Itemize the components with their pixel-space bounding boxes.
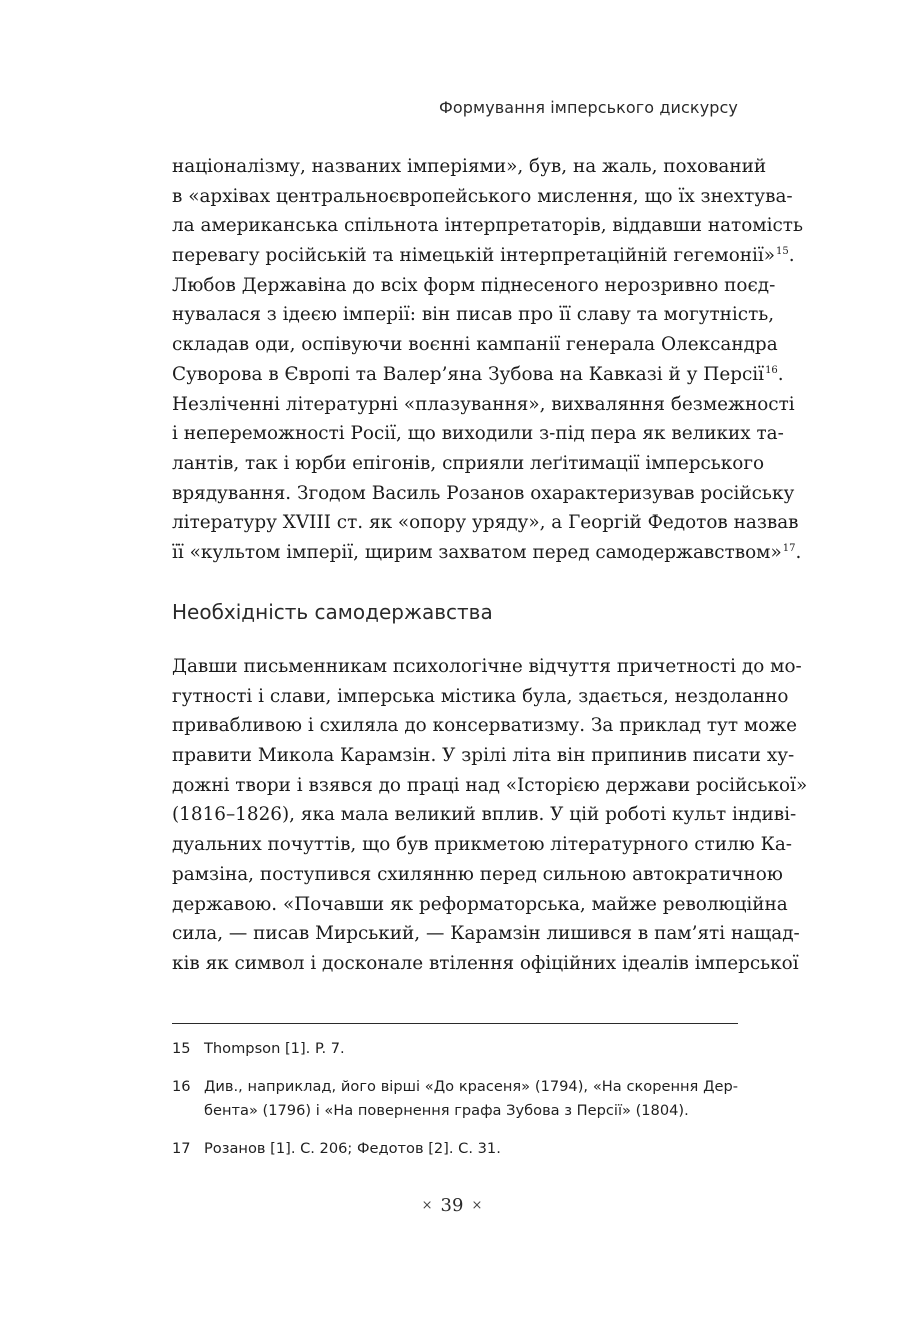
footnote-ref-15[interactable]: 15 xyxy=(776,245,789,257)
period: . xyxy=(795,541,802,563)
ornament-left: × xyxy=(421,1198,433,1213)
footnote-number: 17 xyxy=(172,1140,191,1157)
footnote-divider xyxy=(172,1023,738,1024)
text-line: сила, — писав Мирський, — Карамзін лишився в пам’яті нащад- xyxy=(172,923,800,945)
text-line: літературу XVIII ст. як «опору уряду», а Георгій Федотов назвав xyxy=(172,512,799,534)
footnote-number: 16 xyxy=(172,1078,191,1095)
text-line: Давши письменникам психологічне відчуття причетності до мо- xyxy=(172,656,802,677)
period: . xyxy=(788,245,795,267)
text-line: в «архівах центральноєвропейського мислення, що їх знехтува- xyxy=(172,185,793,207)
body-paragraph-1 xyxy=(172,152,803,568)
text-line: Любов Державіна до всіх форм піднесеного нерозривно поєд- xyxy=(172,274,776,296)
text-line: і непереможності Росії, що виходили з-під пера як великих та- xyxy=(172,423,784,445)
footnote-ref-17[interactable]: 17 xyxy=(782,542,796,554)
text-line: лантів, так і юрби епігонів, сприяли леґітимації імперського xyxy=(172,452,765,474)
text-fragment: Суворова в Європі та Валер’яна Зубова на Кавказі й у Персії xyxy=(172,363,765,385)
text-line-with-note xyxy=(172,241,795,271)
footnote-16 xyxy=(172,1075,738,1123)
text-line: складав оди, оспівуючи воєнні кампанії генерала Олександра xyxy=(172,334,778,356)
footnote-text: бента» (1796) і «На повернення графа Зубова з Персії» (1804). xyxy=(204,1102,689,1119)
text-fragment: перевагу російській та німецькій інтерпретаційній гегемонії» xyxy=(172,245,776,267)
text-line: дожні твори і взявся до праці над «Історією держави російської» xyxy=(172,774,808,796)
footnote-17 xyxy=(172,1137,738,1161)
period: . xyxy=(777,363,784,385)
page-number-footer xyxy=(0,1195,904,1216)
footnote-ref-16[interactable]: 16 xyxy=(765,364,778,376)
text-line: дуальних почуттів, що був прикметою літературного стилю Ка- xyxy=(172,834,792,856)
text-line: нувалася з ідеєю імперії: він писав про її славу та могутність, xyxy=(172,304,775,326)
text-line: Незліченні літературні «плазування», вихваляння безмежності xyxy=(172,393,795,415)
text-line: ла американська спільнота інтерпретаторів, віддавши натомість xyxy=(172,215,803,237)
footnote-text: Thompson [1]. P. 7. xyxy=(204,1040,345,1057)
footnote-15 xyxy=(172,1037,738,1061)
text-line-with-note xyxy=(172,360,784,390)
text-line: державою. «Почавши як реформаторська, майже революційна xyxy=(172,893,788,915)
ornament-right: × xyxy=(471,1198,483,1213)
text-line: врядування. Згодом Василь Розанов охарактеризував російську xyxy=(172,482,795,504)
body-paragraph-2 xyxy=(172,652,808,979)
footnotes xyxy=(172,1037,738,1175)
text-line: націоналізму, названих імперіями», був, на жаль, похований xyxy=(172,156,767,177)
section-heading: Необхідність самодержавства xyxy=(172,600,493,624)
page-number: 39 xyxy=(440,1195,464,1216)
footnote-number: 15 xyxy=(172,1040,191,1057)
text-fragment: її «культом імперії, щирим захватом перед самодержавством» xyxy=(172,541,782,563)
text-line: ків як символ і досконале втілення офіційних ідеалів імперської xyxy=(172,952,799,974)
text-line-with-note xyxy=(172,538,802,568)
text-line: рамзіна, поступився схилянню перед сильною автократичною xyxy=(172,863,783,885)
footnote-text: Розанов [1]. С. 206; Федотов [2]. С. 31. xyxy=(204,1140,501,1157)
running-header: Формування імперського дискурсу xyxy=(439,98,738,117)
text-line: (1816–1826), яка мала великий вплив. У цій роботі культ індиві- xyxy=(172,804,797,826)
text-line: правити Микола Карамзін. У зрілі літа він припинив писати ху- xyxy=(172,745,795,767)
text-line: гутності і слави, імперська містика була, здається, нездоланно xyxy=(172,685,789,707)
text-line: привабливою і схиляла до консерватизму. За приклад тут може xyxy=(172,715,798,737)
footnote-text: Див., наприклад, його вірші «До красеня» (1794), «На скорення Дер- xyxy=(204,1078,738,1095)
